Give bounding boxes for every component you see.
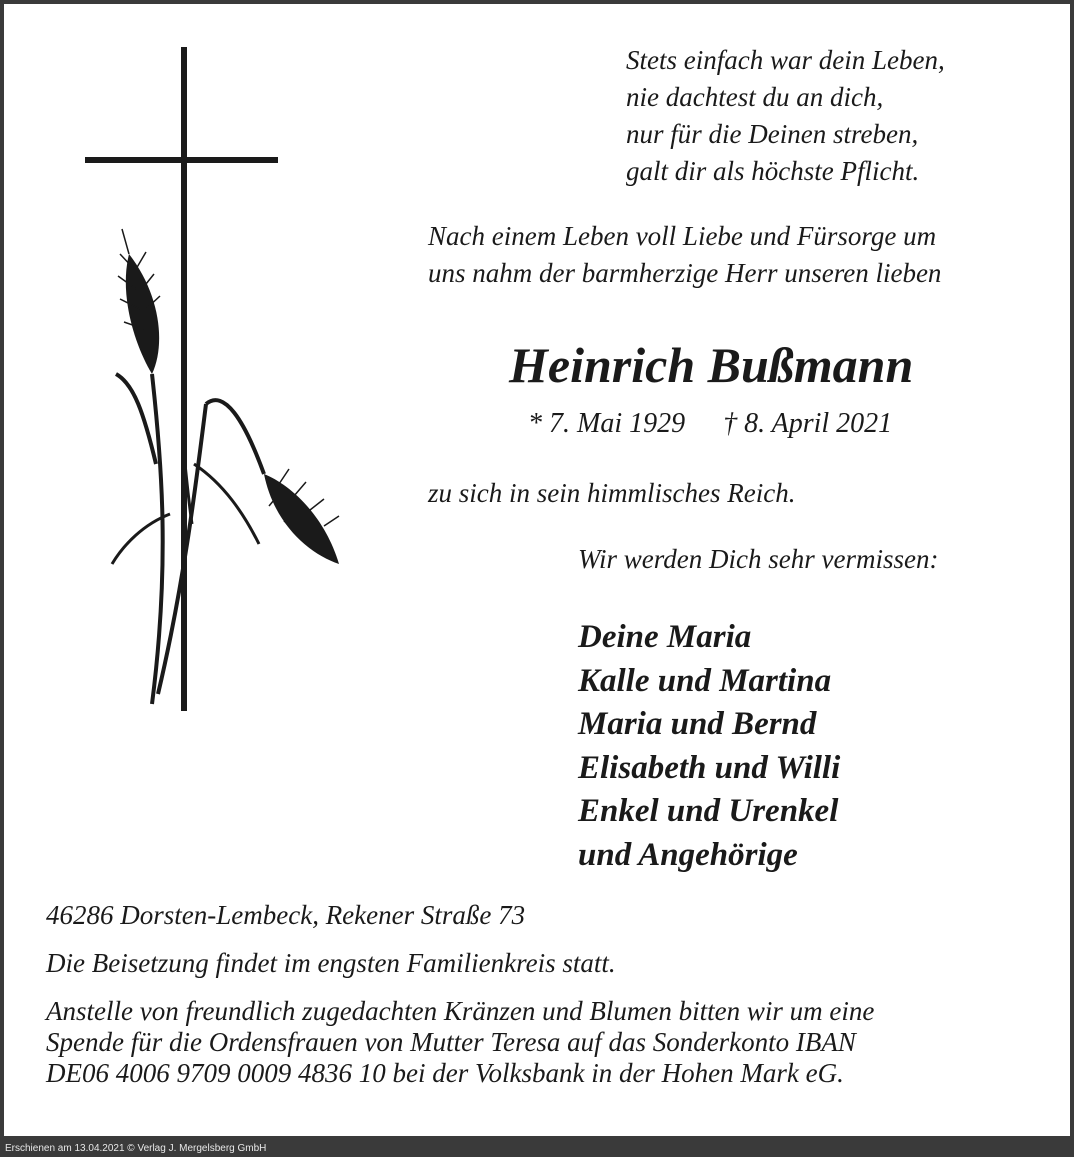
family-member: Deine Maria bbox=[578, 619, 752, 655]
poem-line: Stets einfach war dein Leben, bbox=[626, 45, 945, 75]
donation-note bbox=[46, 996, 874, 1089]
intro-line: uns nahm der barmherzige Herr unseren lieben bbox=[428, 258, 942, 288]
family-list bbox=[578, 616, 840, 878]
family-member: Enkel und Urenkel bbox=[578, 793, 839, 830]
donation-line: Anstelle von freundlich zugedachten Kränzen und Blumen bitten wir um eine bbox=[46, 996, 875, 1026]
birth-date: * 7. Mai 1929 bbox=[528, 408, 686, 439]
family-member: und Angehörige bbox=[578, 836, 798, 873]
poem-line: nur für die Deinen streben, bbox=[626, 119, 919, 149]
address: 46286 Dorsten-Lembeck, Rekener Straße 73 bbox=[46, 900, 526, 930]
donation-line: DE06 4006 9709 0009 4836 10 bei der Volksbank in der Hohen Mark eG. bbox=[46, 1058, 844, 1088]
burial-note: Die Beisetzung findet im engsten Familienkreis statt. bbox=[46, 948, 616, 978]
wheat-icon bbox=[112, 229, 339, 704]
intro-line: Nach einem Leben voll Liebe und Fürsorge um bbox=[428, 221, 937, 251]
family-member: Elisabeth und Willi bbox=[578, 749, 841, 786]
family-member: Maria und Bernd bbox=[578, 706, 817, 743]
poem bbox=[626, 42, 945, 190]
closing-line: zu sich in sein himmlisches Reich. bbox=[428, 478, 796, 508]
death-date: † 8. April 2021 bbox=[723, 408, 893, 439]
life-dates bbox=[528, 408, 892, 440]
deceased-name: Heinrich Bußmann bbox=[509, 337, 914, 393]
cross-icon bbox=[85, 47, 278, 711]
miss-line: Wir werden Dich sehr vermissen: bbox=[578, 544, 939, 574]
publication-footer: Erschienen am 13.04.2021 © Verlag J. Mergelsberg GmbH bbox=[0, 1140, 1074, 1157]
donation-line: Spende für die Ordensfrauen von Mutter Teresa auf das Sonderkonto IBAN bbox=[46, 1027, 856, 1057]
obituary-page bbox=[4, 4, 1070, 1136]
poem-line: galt dir als höchste Pflicht. bbox=[626, 156, 920, 186]
cross-with-wheat-icon bbox=[74, 44, 364, 724]
intro-text bbox=[428, 218, 941, 292]
poem-line: nie dachtest du an dich, bbox=[626, 82, 884, 112]
family-member: Kalle und Martina bbox=[578, 662, 832, 699]
